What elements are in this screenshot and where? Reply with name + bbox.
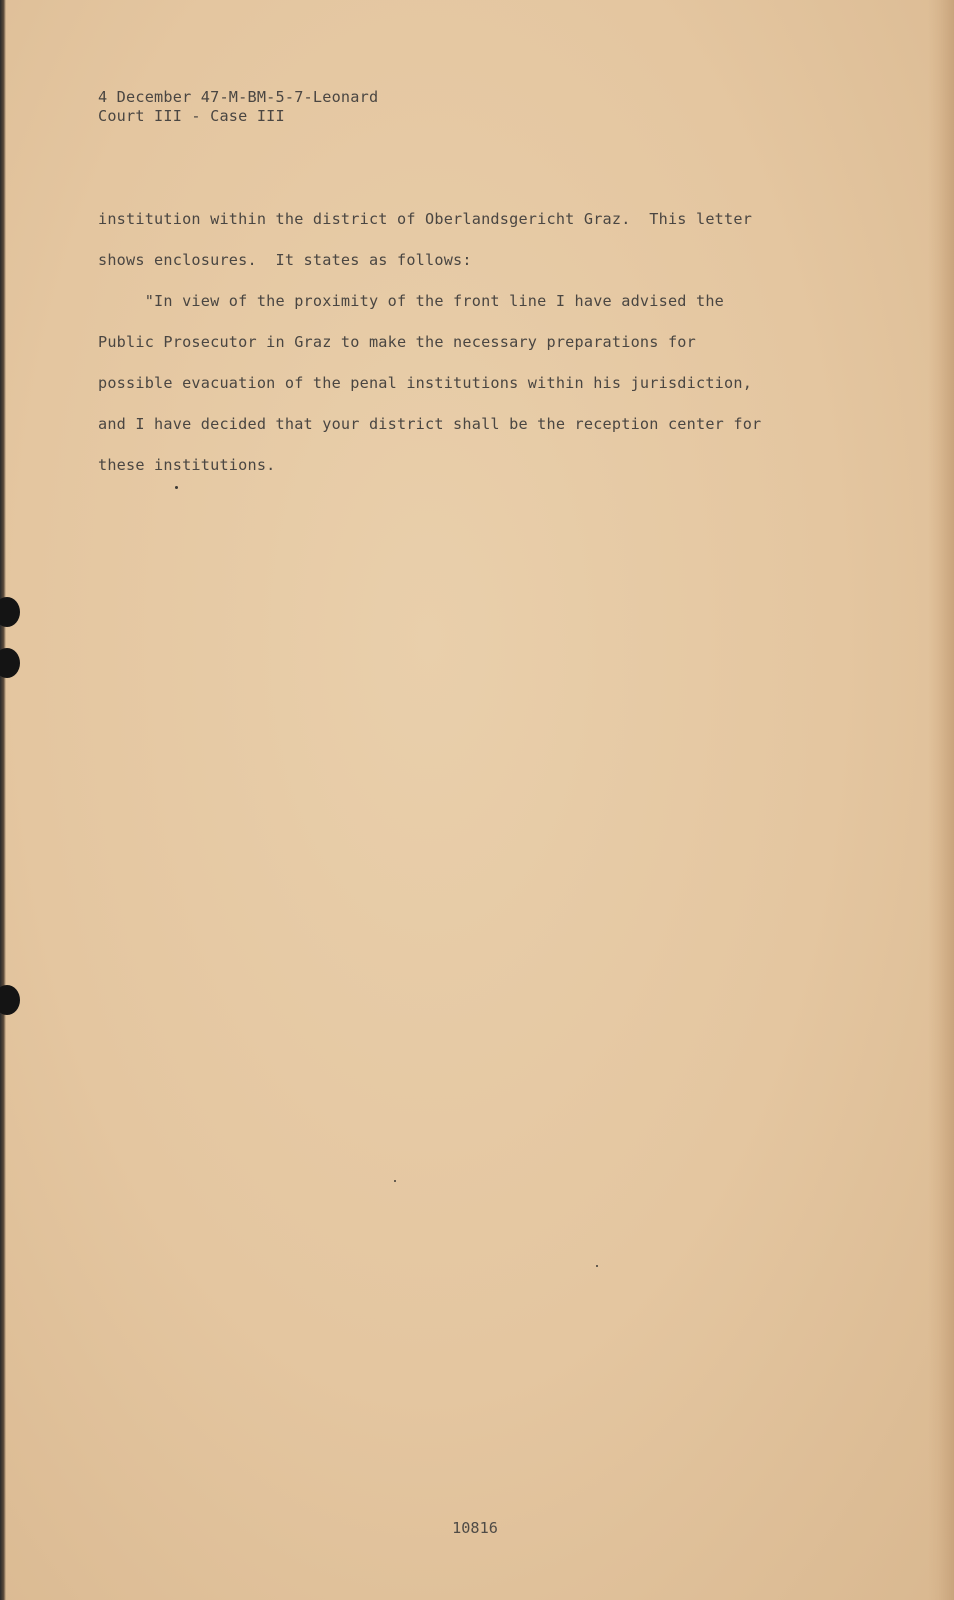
page-right-edge	[928, 0, 954, 1600]
body-line-5: possible evacuation of the penal institutions within his jurisdiction,	[98, 374, 753, 392]
header-date-line: 4 December 47-M-BM-5-7-Leonard	[98, 88, 379, 106]
page-left-edge	[0, 0, 6, 1600]
page-number: 10816	[452, 1519, 498, 1537]
body-line-3: "In view of the proximity of the front line I have advised the	[98, 292, 725, 310]
body-line-7: these institutions.	[98, 456, 276, 474]
ink-speck	[394, 1180, 396, 1182]
body-line-1: institution within the district of Oberlandsgericht Graz. This letter	[98, 210, 753, 228]
body-line-2: shows enclosures. It states as follows:	[98, 251, 472, 269]
binder-hole-top	[0, 597, 20, 627]
binder-hole-middle	[0, 648, 20, 678]
binder-hole-bottom	[0, 985, 20, 1015]
body-line-4: Public Prosecutor in Graz to make the necessary preparations for	[98, 333, 696, 351]
ink-speck	[596, 1265, 598, 1267]
header-court-line: Court III - Case III	[98, 107, 285, 125]
body-line-6: and I have decided that your district shall be the reception center for	[98, 415, 762, 433]
ink-speck	[175, 486, 178, 489]
